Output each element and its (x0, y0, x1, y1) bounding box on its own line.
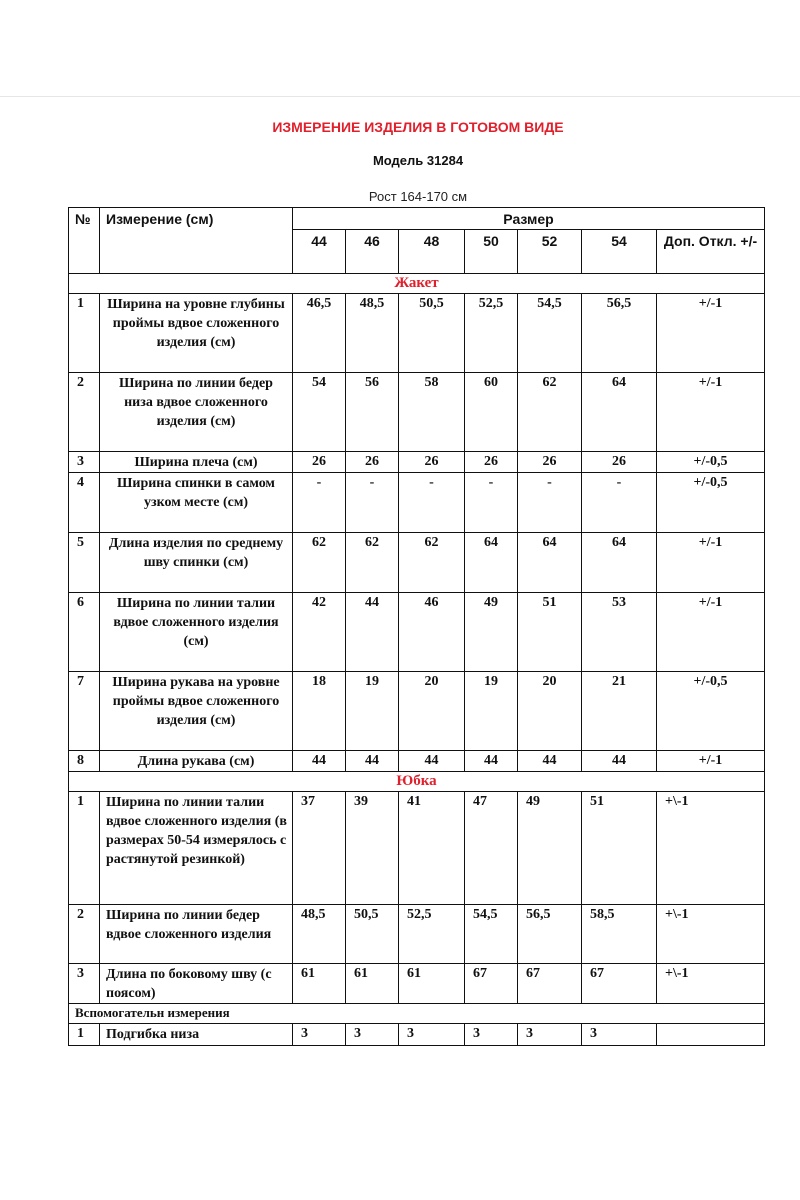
row-size-value: 56 (346, 373, 399, 452)
row-size-value: 62 (346, 533, 399, 593)
height-label: Рост 164-170 см (368, 189, 468, 204)
row-number: 4 (69, 473, 100, 533)
row-size-value: 51 (582, 792, 657, 905)
top-blank-area (0, 0, 800, 97)
row-size-value: 44 (346, 751, 399, 772)
row-size-value: 37 (293, 792, 346, 905)
row-size-value: 54 (293, 373, 346, 452)
row-measure-name: Ширина по линии бедер низа вдвое сложенного изделия (см) (100, 373, 293, 452)
row-size-value: 44 (399, 751, 465, 772)
row-tolerance: +/-0,5 (657, 672, 765, 751)
table-row (69, 672, 765, 751)
row-size-value: 53 (582, 593, 657, 672)
section-title-aux: Вспомогательн измерения (69, 1004, 765, 1024)
row-size-value: 26 (465, 452, 518, 473)
row-size-value: 64 (582, 533, 657, 593)
skirt-rows (69, 792, 765, 1004)
model-label: Модель 31284 (372, 153, 464, 168)
row-measure-name: Ширина на уровне глубины проймы вдвое сложенного изделия (см) (100, 294, 293, 373)
header-size-cell: 46 (346, 230, 399, 274)
row-size-value: 47 (465, 792, 518, 905)
row-tolerance: +\-1 (657, 964, 765, 1004)
table-row (69, 1024, 765, 1046)
row-size-value: 41 (399, 792, 465, 905)
row-measure-name: Ширина по линии талии вдвое сложенного изделия (см) (100, 593, 293, 672)
row-measure-name: Ширина рукава на уровне проймы вдвое сложенного изделия (см) (100, 672, 293, 751)
row-size-value: 20 (399, 672, 465, 751)
row-size-value: 62 (518, 373, 582, 452)
row-size-value: - (293, 473, 346, 533)
row-measure-name: Длина по боковому шву (с поясом) (100, 964, 293, 1004)
row-size-value: 44 (346, 593, 399, 672)
jacket-rows (69, 294, 765, 772)
row-number: 2 (69, 373, 100, 452)
row-size-value: 54,5 (518, 294, 582, 373)
document-title: ИЗМЕРЕНИЕ ИЗДЕЛИЯ В ГОТОВОМ ВИДЕ (272, 119, 564, 135)
row-measure-name: Ширина по линии талии вдвое сложенного изделия (в размерах 50-54 измерялось с растянутой резинкой) (100, 792, 293, 905)
table-row (69, 964, 765, 1004)
row-size-value: 52,5 (399, 905, 465, 964)
row-tolerance: +/-0,5 (657, 473, 765, 533)
row-number: 1 (69, 792, 100, 905)
row-size-value: - (582, 473, 657, 533)
table-row (69, 751, 765, 772)
row-number: 8 (69, 751, 100, 772)
row-size-value: 48,5 (346, 294, 399, 373)
row-number: 5 (69, 533, 100, 593)
row-size-value: 51 (518, 593, 582, 672)
row-size-value: 60 (465, 373, 518, 452)
row-size-value: - (399, 473, 465, 533)
row-number: 6 (69, 593, 100, 672)
row-size-value: 50,5 (346, 905, 399, 964)
row-size-value: 42 (293, 593, 346, 672)
row-size-value: 20 (518, 672, 582, 751)
row-size-value: 26 (346, 452, 399, 473)
row-size-value: 44 (518, 751, 582, 772)
row-tolerance: +/-1 (657, 751, 765, 772)
row-size-value: 67 (518, 964, 582, 1004)
row-size-value: 46 (399, 593, 465, 672)
row-measure-name: Длина изделия по среднему шву спинки (см) (100, 533, 293, 593)
row-size-value: 67 (582, 964, 657, 1004)
row-tolerance: +/-1 (657, 533, 765, 593)
row-size-value: 54,5 (465, 905, 518, 964)
header-tolerance: Доп. Откл. +/- (657, 230, 765, 274)
row-size-value: 61 (293, 964, 346, 1004)
row-size-value: 3 (346, 1024, 399, 1046)
section-row-skirt (69, 772, 765, 792)
header-row-1 (69, 208, 765, 230)
table-row (69, 593, 765, 672)
row-size-value: - (518, 473, 582, 533)
row-tolerance: +/-1 (657, 294, 765, 373)
row-tolerance: +/-1 (657, 593, 765, 672)
row-size-value: 3 (582, 1024, 657, 1046)
header-size-cell: 50 (465, 230, 518, 274)
row-size-value: 44 (293, 751, 346, 772)
row-size-value: 56,5 (582, 294, 657, 373)
row-number: 1 (69, 294, 100, 373)
row-measure-name: Длина рукава (см) (100, 751, 293, 772)
row-size-value: 46,5 (293, 294, 346, 373)
row-size-value: 19 (465, 672, 518, 751)
row-size-value: 44 (465, 751, 518, 772)
header-size-cell: 54 (582, 230, 657, 274)
row-measure-name: Подгибка низа (100, 1024, 293, 1046)
row-size-value: 21 (582, 672, 657, 751)
section-row-jacket (69, 274, 765, 294)
row-size-value: 64 (518, 533, 582, 593)
row-size-value: 18 (293, 672, 346, 751)
section-title-jacket: Жакет (69, 274, 765, 294)
table-row (69, 452, 765, 473)
row-size-value: 19 (346, 672, 399, 751)
header-size-cell: 48 (399, 230, 465, 274)
row-size-value: 52,5 (465, 294, 518, 373)
row-size-value: 61 (399, 964, 465, 1004)
row-size-value: 62 (399, 533, 465, 593)
row-number: 1 (69, 1024, 100, 1046)
row-size-value: 39 (346, 792, 399, 905)
row-size-value: 3 (465, 1024, 518, 1046)
section-title-skirt: Юбка (69, 772, 765, 792)
row-number: 3 (69, 452, 100, 473)
row-size-value: 61 (346, 964, 399, 1004)
row-size-value: 64 (582, 373, 657, 452)
document-sheet (0, 97, 800, 1200)
table-row (69, 905, 765, 964)
row-size-value: 26 (518, 452, 582, 473)
row-size-value: - (465, 473, 518, 533)
header-size-cell: 52 (518, 230, 582, 274)
row-number: 3 (69, 964, 100, 1004)
row-tolerance: +/-1 (657, 373, 765, 452)
row-size-value: 58,5 (582, 905, 657, 964)
header-measure: Измерение (см) (100, 208, 293, 274)
table-row (69, 792, 765, 905)
row-size-value: 3 (399, 1024, 465, 1046)
row-size-value: 26 (293, 452, 346, 473)
row-measure-name: Ширина по линии бедер вдвое сложенного изделия (100, 905, 293, 964)
table-row (69, 533, 765, 593)
row-measure-name: Ширина плеча (см) (100, 452, 293, 473)
row-size-value: 26 (582, 452, 657, 473)
row-size-value: 64 (465, 533, 518, 593)
table-row (69, 294, 765, 373)
row-size-value: - (346, 473, 399, 533)
section-row-aux (69, 1004, 765, 1024)
row-number: 7 (69, 672, 100, 751)
row-tolerance: +\-1 (657, 792, 765, 905)
row-size-value: 3 (293, 1024, 346, 1046)
row-tolerance (657, 1024, 765, 1046)
header-no: № (69, 208, 100, 274)
row-size-value: 56,5 (518, 905, 582, 964)
row-size-value: 62 (293, 533, 346, 593)
row-size-value: 58 (399, 373, 465, 452)
row-size-value: 50,5 (399, 294, 465, 373)
row-tolerance: +/-0,5 (657, 452, 765, 473)
row-size-value: 48,5 (293, 905, 346, 964)
row-tolerance: +\-1 (657, 905, 765, 964)
table-row (69, 473, 765, 533)
row-size-value: 26 (399, 452, 465, 473)
measurement-table (68, 207, 765, 1046)
row-size-value: 3 (518, 1024, 582, 1046)
table-row (69, 373, 765, 452)
row-size-value: 44 (582, 751, 657, 772)
header-size: Размер (293, 208, 765, 230)
row-number: 2 (69, 905, 100, 964)
row-size-value: 67 (465, 964, 518, 1004)
header-size-cell: 44 (293, 230, 346, 274)
row-size-value: 49 (518, 792, 582, 905)
row-size-value: 49 (465, 593, 518, 672)
aux-rows (69, 1024, 765, 1046)
row-measure-name: Ширина спинки в самом узком месте (см) (100, 473, 293, 533)
